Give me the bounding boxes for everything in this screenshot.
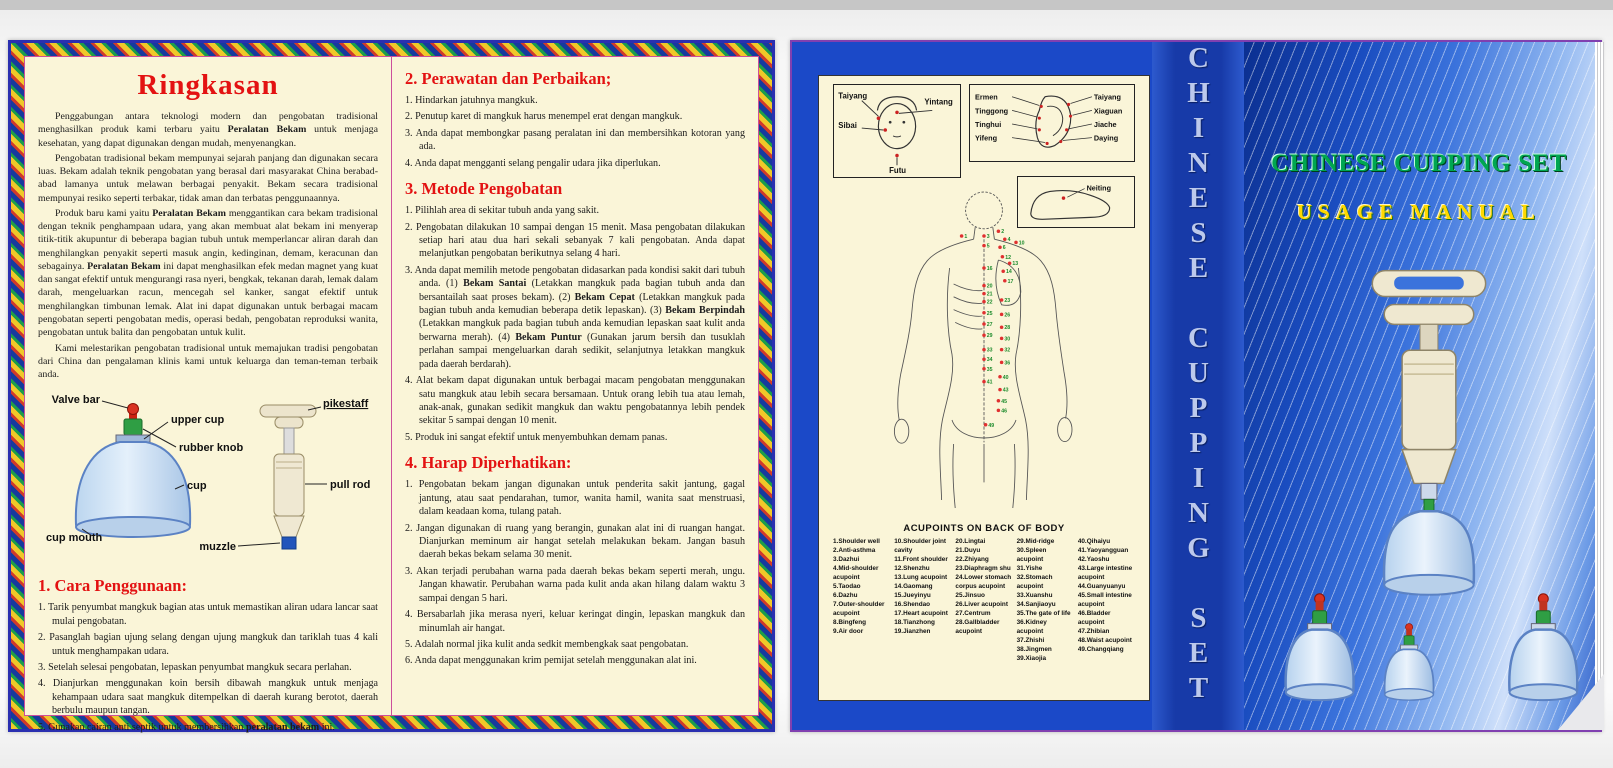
list-item: 2. Pengobatan dilakukan 10 sampai dengan 15 menit. Masa pengobatan dilakukan setiap hari atau dua hari sekali sebanyak 7 kali pengobatan. Anda dapat melanjutkan pengobatan berikutnya selang 4 hari. [405, 221, 745, 260]
acupoint-entry: 5.Taodao [833, 582, 861, 590]
acupoint-entry: 37.Zhishi [1016, 636, 1045, 644]
ear-label-yifeng: Yifeng [975, 133, 998, 143]
svg-text:17: 17 [1007, 278, 1014, 285]
acupoint-entry: 7.Outer-shoulder acupoint [833, 600, 885, 617]
list-item: 3. Akan terjadi perubahan warna pada daerah bekas bekam seperti merah, ungu. Jangan khawatir. Perubahan warna pada kulit anda akan hilang dalam waktu 3 sampai dengan 5 hari. [405, 565, 745, 604]
svg-text:10: 10 [1018, 240, 1025, 247]
pikestaff-label: pikestaff [323, 398, 369, 411]
acupoint-entry: 40.Qihaiyu [1077, 538, 1111, 545]
cup-device-diagram [38, 389, 378, 565]
acupoint-entry: 20.Lingtai [955, 538, 986, 545]
list-item: 1. Hindarkan jatuhnya mangkuk. [405, 95, 538, 106]
acupoint-entry: 33.Xuanshu [1016, 591, 1053, 599]
acupoints-column-2 [894, 538, 951, 664]
list-item: 1. Pilihlah area di sekitar tubuh anda yang sakit. [405, 205, 599, 217]
cover-subtitle: USAGE MANUAL [1296, 200, 1542, 224]
svg-text:13: 13 [1012, 261, 1019, 268]
acupoint-entry: 34.Sanjiaoyu [1016, 600, 1056, 608]
acupoint-entry: 26.Liver acupoint [955, 600, 1008, 608]
acupoint-entry: 47.Zhibian [1077, 627, 1110, 635]
section-title-caution: 4. Harap Diperhatikan: [405, 453, 572, 473]
paragraph: Penggabungan antara teknologi modern dan pengobatan tradisional menghasilkan produk kami terbaru yaitu Peralatan Bekam untuk menjaga kesehatan, yang dapat digunakan dengan mudah, menyenangkan. [38, 111, 378, 149]
svg-text:36: 36 [1004, 360, 1011, 367]
acupoint-entry: 2.Anti-asthma [833, 546, 876, 554]
section-items-caution [405, 478, 745, 667]
acupoint-entry: 42.Yaoshu [1077, 555, 1110, 563]
svg-text:43: 43 [1002, 387, 1009, 394]
acupoint-entry: 3.Dazhui [833, 555, 860, 563]
svg-text:40: 40 [1002, 374, 1009, 381]
acupoint-entry: 31.Yishe [1016, 564, 1043, 572]
acupoint-entry: 10.Shoulder joint cavity [894, 538, 947, 554]
list-item: 1. Tarik penyumbat mangkuk bagian atas untuk memastikan aliran udara lancar saat mulai pengobatan. [38, 602, 378, 627]
cup-label: cup [187, 480, 207, 493]
svg-text:29: 29 [986, 333, 993, 340]
svg-text:28: 28 [1004, 325, 1011, 332]
acupoint-entry: 49.Changqiang [1077, 645, 1124, 653]
head-diagram-box [833, 84, 961, 178]
ear-label-jiache: Jiache [1093, 119, 1117, 129]
acupoint-entry: 4.Mid-shoulder acupoint [833, 564, 879, 581]
svg-text:30: 30 [1004, 336, 1011, 343]
list-item: 1. Pengobatan bekam jangan digunakan untuk penderita sakit jantung, gagal jantung, atau saat pendarahan, tumor, wanita hamil, wanita saat menstruasi, dalam keadaan koma, tulang patah. [405, 479, 745, 518]
svg-text:25: 25 [986, 310, 993, 317]
svg-text:5: 5 [986, 243, 990, 250]
svg-text:33: 33 [986, 347, 993, 354]
list-item: 2. Penutup karet di mangkuk harus menempel erat dengan mangkuk. [405, 111, 683, 123]
cover-title: CHINESE CUPPING SET [1271, 150, 1567, 177]
acupoint-panel [818, 75, 1150, 701]
svg-text:34: 34 [986, 357, 993, 364]
manual-right-page [790, 40, 1602, 732]
ear-label-xiaguan: Xiaguan [1093, 106, 1123, 116]
svg-text:32: 32 [1004, 347, 1011, 354]
acupoint-entry: 43.Large intestine acupoint [1077, 564, 1133, 581]
list-item: 3. Setelah selesai pengobatan, lepaskan penyumbat mangkuk secara perlahan. [38, 662, 352, 673]
pump-illustration [1372, 271, 1485, 595]
muzzle-label: muzzle [199, 541, 236, 554]
acupoint-entry: 6.Dazhu [833, 591, 858, 599]
acupoint-entry: 35.The gate of life [1016, 609, 1071, 617]
rubber-knob-label: rubber knob [179, 442, 244, 455]
scan-top-strip [0, 0, 1613, 10]
acupoint-entry: 45.Small intestine acupoint [1077, 591, 1132, 608]
back-body-figure-wrap [833, 180, 1135, 521]
spine-title: CHINESE CUPPING SET [1182, 42, 1215, 707]
svg-text:26: 26 [1004, 312, 1011, 319]
svg-text:49: 49 [988, 422, 995, 429]
page-title: Ringkasan [137, 69, 279, 101]
acupoint-entry: 41.Yaoyangguan [1077, 546, 1129, 554]
acupoint-entry: 12.Shenzhu [894, 564, 930, 572]
acupoint-entry: 22.Zhiyang [955, 555, 989, 563]
head-caption: Futu [889, 166, 907, 176]
acupoint-entry: 27.Centrum [955, 609, 991, 617]
left-column [25, 57, 391, 733]
list-item: 5. Adalah normal jika kulit anda sedkit membengkak saat pengobatan. [405, 638, 689, 650]
acupoint-entry: 28.Gallbladder acupoint [955, 618, 1000, 635]
acupoints-list [833, 538, 1135, 664]
acupoint-entry: 32.Stomach acupoint [1016, 573, 1053, 590]
list-item: 3. Anda dapat membongkar pasang peralatan ini dan membersihkan kotoran yang ada. [405, 127, 745, 153]
acupoint-entry: 9.Air door [833, 627, 864, 635]
section-title-usage: 1. Cara Penggunaan: [38, 576, 187, 596]
foot-diagram-box [1017, 176, 1135, 228]
acupoints-column-1 [833, 538, 890, 664]
svg-text:21: 21 [986, 291, 993, 298]
acupoint-entry: 38.Jingmen [1016, 645, 1052, 653]
book-spine [1152, 42, 1244, 730]
acupoint-entry: 8.Bingfeng [833, 618, 867, 626]
svg-text:35: 35 [986, 366, 993, 373]
acupoint-entry: 23.Diaphragm shu [955, 564, 1011, 572]
svg-text:1: 1 [964, 234, 968, 240]
paragraph: Produk baru kami yaitu Peralatan Bekam menggantikan cara bekam tradisional dengan teknik penghampaan udara, yang akan membuat alat bekam ini menyerap titik-titik akupuntur di beberapa bagian tubuh untuk memperlancar aliran darah dan menghilangkan penyakit seperti masuk angin, kedinginan, demam, keracunan dan sebagainya. Peralatan Bekam ini dapat menghasilkan efek medan magnet yang kuat dan sangat efektif untuk mengurangi rasa nyeri, bengkak, tekanan darah, lemak dalam darah, mengeluarkan racun, mencegah sel kanker, sangat efektif untuk menghilangkan timbunan lemak. Alat ini dapat digunakan untuk berbagai macam pengobatan seperti pengobatan medis, operasi bedah, pengobatan reproduksi wanita, pengobatan untuk balita dan pengobatan untuk kulit. [38, 207, 379, 339]
svg-text:2: 2 [1001, 229, 1005, 236]
acupoint-entry: 18.Tianzhong [894, 618, 935, 626]
section-items-care [405, 94, 745, 170]
acupoint-entry: 24.Lower stomach corpus acupoint [955, 573, 1012, 590]
list-item: 4. Anda dapat mengganti selang pengalir udara jika diperlukan. [405, 157, 661, 169]
acupoint-entry: 21.Duyu [955, 546, 981, 554]
svg-text:23: 23 [1004, 298, 1011, 304]
head-label-yintang: Yintang [924, 97, 953, 107]
foot-label-neiting: Neiting [1086, 183, 1111, 193]
list-item: 2. Pasanglah bagian ujung selang dengan ujung mangkuk dan tariklah tuas 4 kali untuk menghampakan udara. [38, 632, 378, 657]
acupoint-entry: 36.Kidney acupoint [1016, 618, 1047, 635]
list-item: 4. Dianjurkan menggunakan koin bersih dibawah mangkuk untuk menjaga kehampaan udara saat mangkuk ditempelkan di daerah kurang berotot, daerah berbulu maupun tangan. [38, 678, 378, 717]
list-item: 4. Alat bekam dapat digunakan untuk berbagai macam pengobatan menggunakan satu mangkuk atau lebih secara bersamaan. Untuk orang lebih tua atau lemah, anak-anak, gunakan sedikit mangkuk dan waktu pengobatannya lebih pendek sekitar 5 sampai dengan 10 menit. [405, 375, 745, 427]
svg-text:4: 4 [1007, 237, 1011, 244]
acupoints-list-title: ACUPOINTS ON BACK OF BODY [903, 523, 1065, 534]
paragraph: Kami melestarikan pengobatan tradisional untuk memajukan tradisi pengobatan dari China dan pengalaman klinis kami untuk keluarga dan teman-teman terbaik anda. [38, 342, 378, 381]
right-column [392, 57, 758, 715]
acupoint-entry: 39.Xiaojia [1016, 654, 1047, 662]
svg-text:20: 20 [986, 283, 993, 290]
acupoint-entry: 11.Front shoulder [894, 555, 948, 563]
ear-label-tinggong: Tinggong [975, 106, 1009, 116]
cover-illustration [1244, 42, 1604, 730]
section-items-usage [38, 601, 378, 734]
paragraph: Pengobatan tradisional bekam mempunyai sejarah panjang dan digunakan secara luas. Bekam adalah teknik pengobatan yang berasal dari masyarakat China berabad-abad lamanya untuk melawan berbagai penyakit. Bekam secara tradisional mempunyai resiko seperti terbakar, tidak aman dan terbatas penggunaannya. [38, 152, 378, 204]
list-item: 6. Anda dapat menggunakan krim pemijat setelah menggunakan alat ini. [405, 655, 697, 667]
svg-text:14: 14 [1006, 269, 1012, 276]
acupoint-entry: 29.Mid-ridge [1016, 538, 1055, 545]
front-cover [1244, 42, 1604, 730]
acupoint-entry: 19.Jianzhen [894, 627, 931, 635]
list-item: 5. Produk ini sangat efektif untuk menyembuhkan demam panas. [405, 431, 668, 443]
cup-mouth-label: cup mouth [46, 532, 103, 545]
acupoint-entry: 44.Guanyuanyu [1077, 582, 1126, 590]
ear-label-taiyang: Taiyang [1093, 92, 1121, 102]
ear-label-daying: Daying [1093, 133, 1119, 143]
svg-text:16: 16 [986, 266, 993, 272]
acupoint-entry: 14.Gaomang [894, 582, 933, 590]
page-stack-edge [1595, 42, 1604, 730]
intro-paragraphs [38, 110, 378, 381]
list-item: 3. Anda dapat memilih metode pengobatan didasarkan pada kondisi sakit dari tubuh anda. (1) Bekam Santai (Letakkan mangkuk pada bagian tubuh anda dan bersantailah saat proses bekam). (2) Bekam Cepat (Letakkan mangkuk pada bagian tubuh anda kemudian beberapa detik lepaskan). (3) Bekam Berpindah (Letakkan mangkuk pada bagian tubuh anda kemudian lepaskan saat kulit anda berwarna merah). (4) Bekam Puntur (Gunakan jarum bersih dan tusuklah perlahan sampai mengeluarkan darah sedikit, selanjutnya letakkan mangkuk pada daerah berdarah). [405, 264, 746, 370]
acupoint-entry: 13.Lung acupoint [894, 573, 948, 581]
list-item: 2. Jangan digunakan di ruang yang berangin, gunakan alat ini di ruangan hangat. Dianjurkan meminum air hangat setelah melakukan bekam. Jangan basuh daerah bekas bekam selama 30 menit. [405, 522, 745, 561]
section-title-method: 3. Metode Pengobatan [405, 179, 563, 199]
manual-left-page [8, 40, 775, 732]
ear-label-tinghui: Tinghui [975, 119, 1002, 129]
ear-diagram-box [969, 84, 1135, 162]
acupoint-entry: 15.Jueyinyu [894, 591, 931, 599]
figure-acupoint-markers [960, 229, 1025, 429]
acupoint-entry: 48.Waist acupoint [1077, 636, 1132, 644]
acupoint-entry: 16.Shendao [894, 600, 931, 608]
left-page-content [24, 56, 759, 733]
pull-rod-label: pull rod [330, 479, 371, 492]
head-label-taiyang: Taiyang [838, 91, 868, 101]
pikestaff-illustration [260, 405, 316, 549]
section-title-care: 2. Perawatan dan Perbaikan; [405, 69, 612, 88]
valve-bar-label: Valve bar [51, 394, 100, 407]
svg-text:12: 12 [1005, 254, 1011, 261]
anatomy-boxes [833, 84, 1135, 178]
page-curl-corner [1558, 674, 1604, 730]
svg-text:3: 3 [986, 234, 990, 240]
svg-text:46: 46 [1001, 408, 1007, 415]
back-body-figure [864, 180, 1104, 516]
ornamental-border [11, 43, 772, 733]
svg-text:6: 6 [1002, 245, 1006, 252]
svg-text:45: 45 [1001, 398, 1007, 405]
head-label-sibai: Sibai [838, 121, 857, 131]
list-item: 4. Bersabarlah jika merasa nyeri, keluar keringat dingin, lepaskan mangkuk dan minumlah air hangat. [405, 609, 745, 634]
acupoint-entry: 25.Jinsuo [955, 591, 985, 599]
acupoints-column-3 [955, 538, 1012, 664]
acupoint-entry: 46.Bladder acupoint [1077, 609, 1111, 626]
acupoint-entry: 30.Spleen acupoint [1016, 546, 1047, 563]
svg-text:22: 22 [986, 299, 993, 306]
list-item: 5. Gunakan cairan anti septik untuk membersihkan peralatan bekam ini. [38, 721, 335, 733]
upper-cup-label: upper cup [171, 414, 225, 427]
acupoint-entry: 1.Shoulder well [833, 538, 880, 545]
svg-text:27: 27 [986, 322, 993, 328]
acupoints-column-4 [1017, 538, 1074, 664]
section-items-method [405, 204, 745, 444]
acupoint-entry: 17.Heart acupoint [894, 609, 948, 617]
ear-label-ermen: Ermen [975, 92, 998, 102]
acupoints-column-5 [1078, 538, 1135, 664]
svg-text:41: 41 [986, 379, 993, 386]
